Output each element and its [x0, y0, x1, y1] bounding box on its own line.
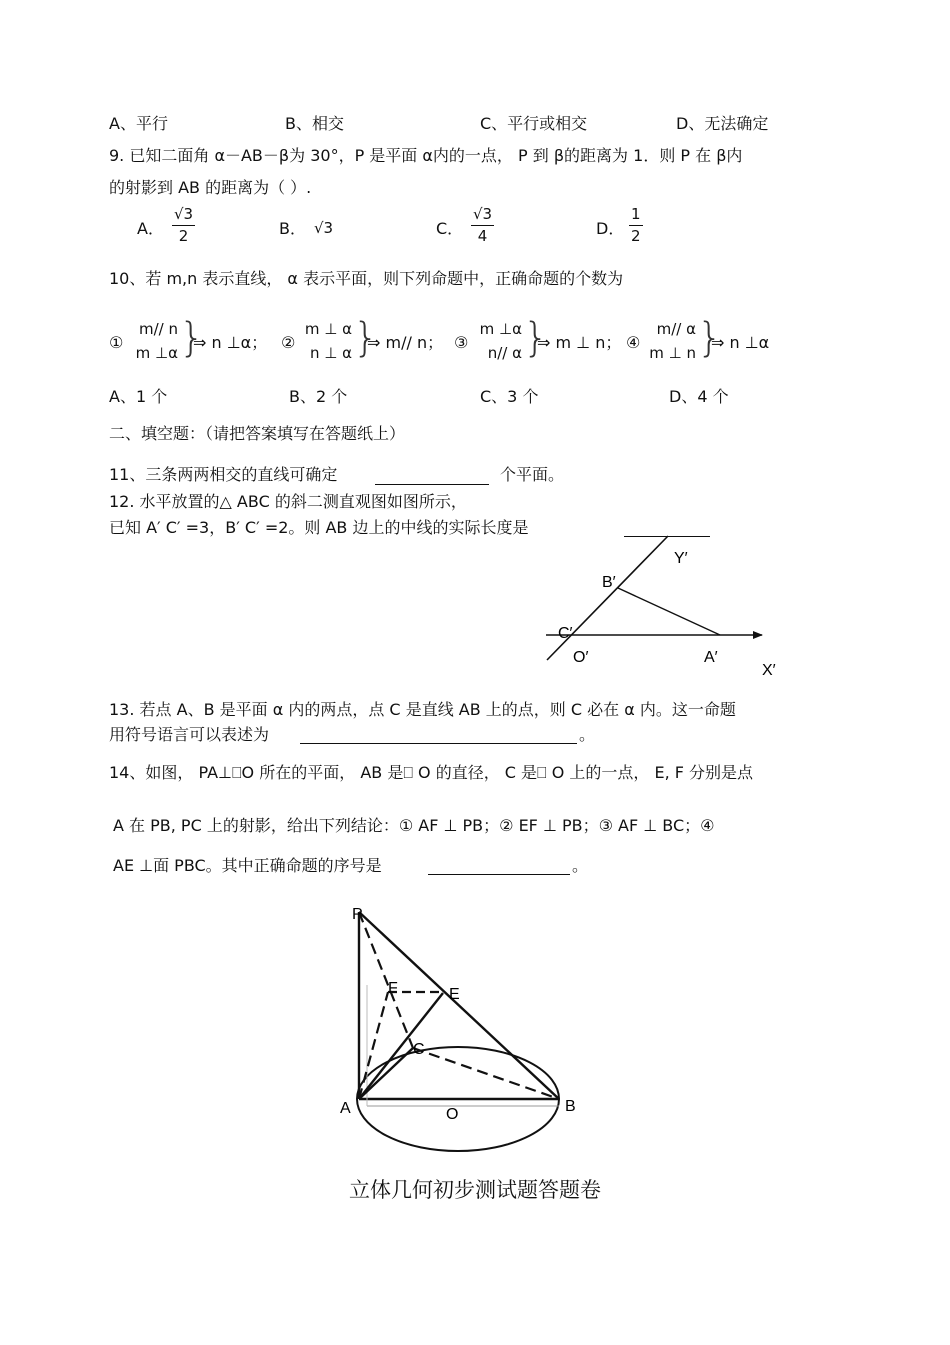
q11-text-before: 11、三条两两相交的直线可确定: [109, 465, 338, 484]
q13-period: 。: [579, 725, 596, 744]
q8-option-b: B、相交: [285, 114, 344, 133]
q14-period: 。: [572, 856, 589, 875]
label-a-prime: A′: [704, 649, 718, 666]
q9-option-b-label: B．: [279, 219, 306, 238]
q10-p1-condition-top: m// n: [139, 320, 178, 338]
q8-option-d: D、无法确定: [676, 114, 769, 133]
q12-stem-line1: 12. 水平放置的△ ABC 的斜二测直观图如图所示，: [109, 492, 467, 511]
label-c-prime: C′: [558, 625, 573, 642]
segment-af: [359, 992, 388, 1099]
q14-stem-line2: A 在 PB, PC 上的射影，给出下列结论：① AF ⊥ PB；② EF ⊥ PB；③ AF ⊥ BC；④: [113, 816, 715, 835]
q10-p1-condition-bottom: m ⊥α: [135, 344, 178, 362]
right-brace-icon: }: [353, 315, 379, 361]
right-brace-icon: }: [697, 315, 723, 361]
label-f: F: [388, 980, 398, 997]
label-p: P: [352, 906, 363, 923]
label-a: A: [340, 1100, 351, 1117]
label-o: O: [446, 1106, 459, 1123]
q12-stem-line2: 已知 A′ C′ =3，B′ C′ =2。则 AB 边上的中线的实际长度是: [109, 518, 529, 537]
q10-p3-condition-top: m ⊥α: [479, 320, 522, 338]
q9-option-a-label: A．: [137, 219, 164, 238]
label-e: E: [449, 986, 460, 1003]
label-b-prime: B′: [602, 574, 616, 591]
q10-proposition-3-result: ⇒ m ⊥ n；: [537, 333, 622, 352]
q14-stem-line3: AE ⊥面 PBC。其中正确命题的序号是: [113, 856, 382, 875]
q9-option-c-numerator: √3: [471, 207, 494, 226]
q8-option-a: A、平行: [109, 114, 168, 133]
q10-p2-condition-top: m ⊥ α: [304, 320, 352, 338]
q10-proposition-1-number: ①: [109, 333, 124, 352]
q10-option-c: C、3 个: [480, 387, 539, 406]
q8-option-c: C、平行或相交: [480, 114, 588, 133]
q10-option-a: A、1 个: [109, 387, 168, 406]
right-brace-icon: }: [179, 315, 205, 361]
q9-option-d-numerator: 1: [629, 207, 643, 226]
label-y-prime: Y′: [674, 550, 688, 567]
q10-option-d: D、4 个: [669, 387, 729, 406]
segment-cb: [413, 1048, 559, 1099]
q9-option-d-denominator: 2: [631, 227, 641, 245]
q10-proposition-4-result: ⇒ n ⊥α: [711, 333, 770, 352]
q10-p4-condition-bottom: m ⊥ n: [649, 344, 696, 362]
q10-p2-condition-bottom: n ⊥ α: [310, 344, 352, 362]
q9-option-d-label: D．: [596, 219, 625, 238]
label-o-prime: O′: [573, 649, 589, 666]
q10-p3-condition-bottom: n// α: [487, 344, 522, 362]
answer-sheet-title: 立体几何初步测试题答题卷: [349, 1178, 601, 1202]
q10-stem: 10、若 m,n 表示直线， α 表示平面，则下列命题中，正确命题的个数为: [109, 269, 624, 288]
q9-option-a-numerator: √3: [172, 207, 195, 226]
q13-stem-line1: 13. 若点 A、B 是平面 α 内的两点，点 C 是直线 AB 上的点，则 C 必在 α 内。这一命题: [109, 700, 736, 719]
q9-option-b-value: √3: [314, 219, 334, 237]
q11-text-after: 个平面。: [500, 465, 565, 484]
label-c: C: [413, 1041, 425, 1058]
q10-option-b: B、2 个: [289, 387, 348, 406]
q10-proposition-2-number: ②: [281, 333, 296, 352]
label-b: B: [565, 1098, 576, 1115]
q14-stem-line1: 14、如图， PA⊥⎕O 所在的平面， AB 是⎕ O 的直径， C 是⎕ O 上的一点， E, F 分别是点: [109, 763, 754, 782]
section-2-heading: 二、填空题：（请把答案填写在答题纸上）: [109, 424, 406, 443]
q9-option-c-denominator: 4: [477, 227, 488, 245]
segment-ae: [359, 993, 443, 1099]
q10-proposition-4-number: ④: [626, 333, 641, 352]
q10-proposition-2-result: ⇒ m// n；: [367, 333, 444, 352]
q10-p4-condition-top: m// α: [656, 320, 696, 338]
q9-option-c-label: C．: [436, 219, 464, 238]
right-brace-icon: }: [523, 315, 549, 361]
q9-stem-line1: 9. 已知二面角 α－AB－β为 30°，P 是平面 α内的一点， P 到 β的距离为 1．则 P 在 β内: [109, 146, 743, 165]
q10-proposition-3-number: ③: [454, 333, 469, 352]
q10-proposition-1-result: ⇒ n ⊥α；: [193, 333, 268, 352]
q9-stem-line2: 的射影到 AB 的距离为（ ）.: [109, 178, 312, 197]
q13-stem-line2: 用符号语言可以表述为: [109, 725, 270, 744]
q9-option-a-denominator: 2: [178, 227, 189, 245]
label-x-prime: X′: [762, 662, 776, 679]
